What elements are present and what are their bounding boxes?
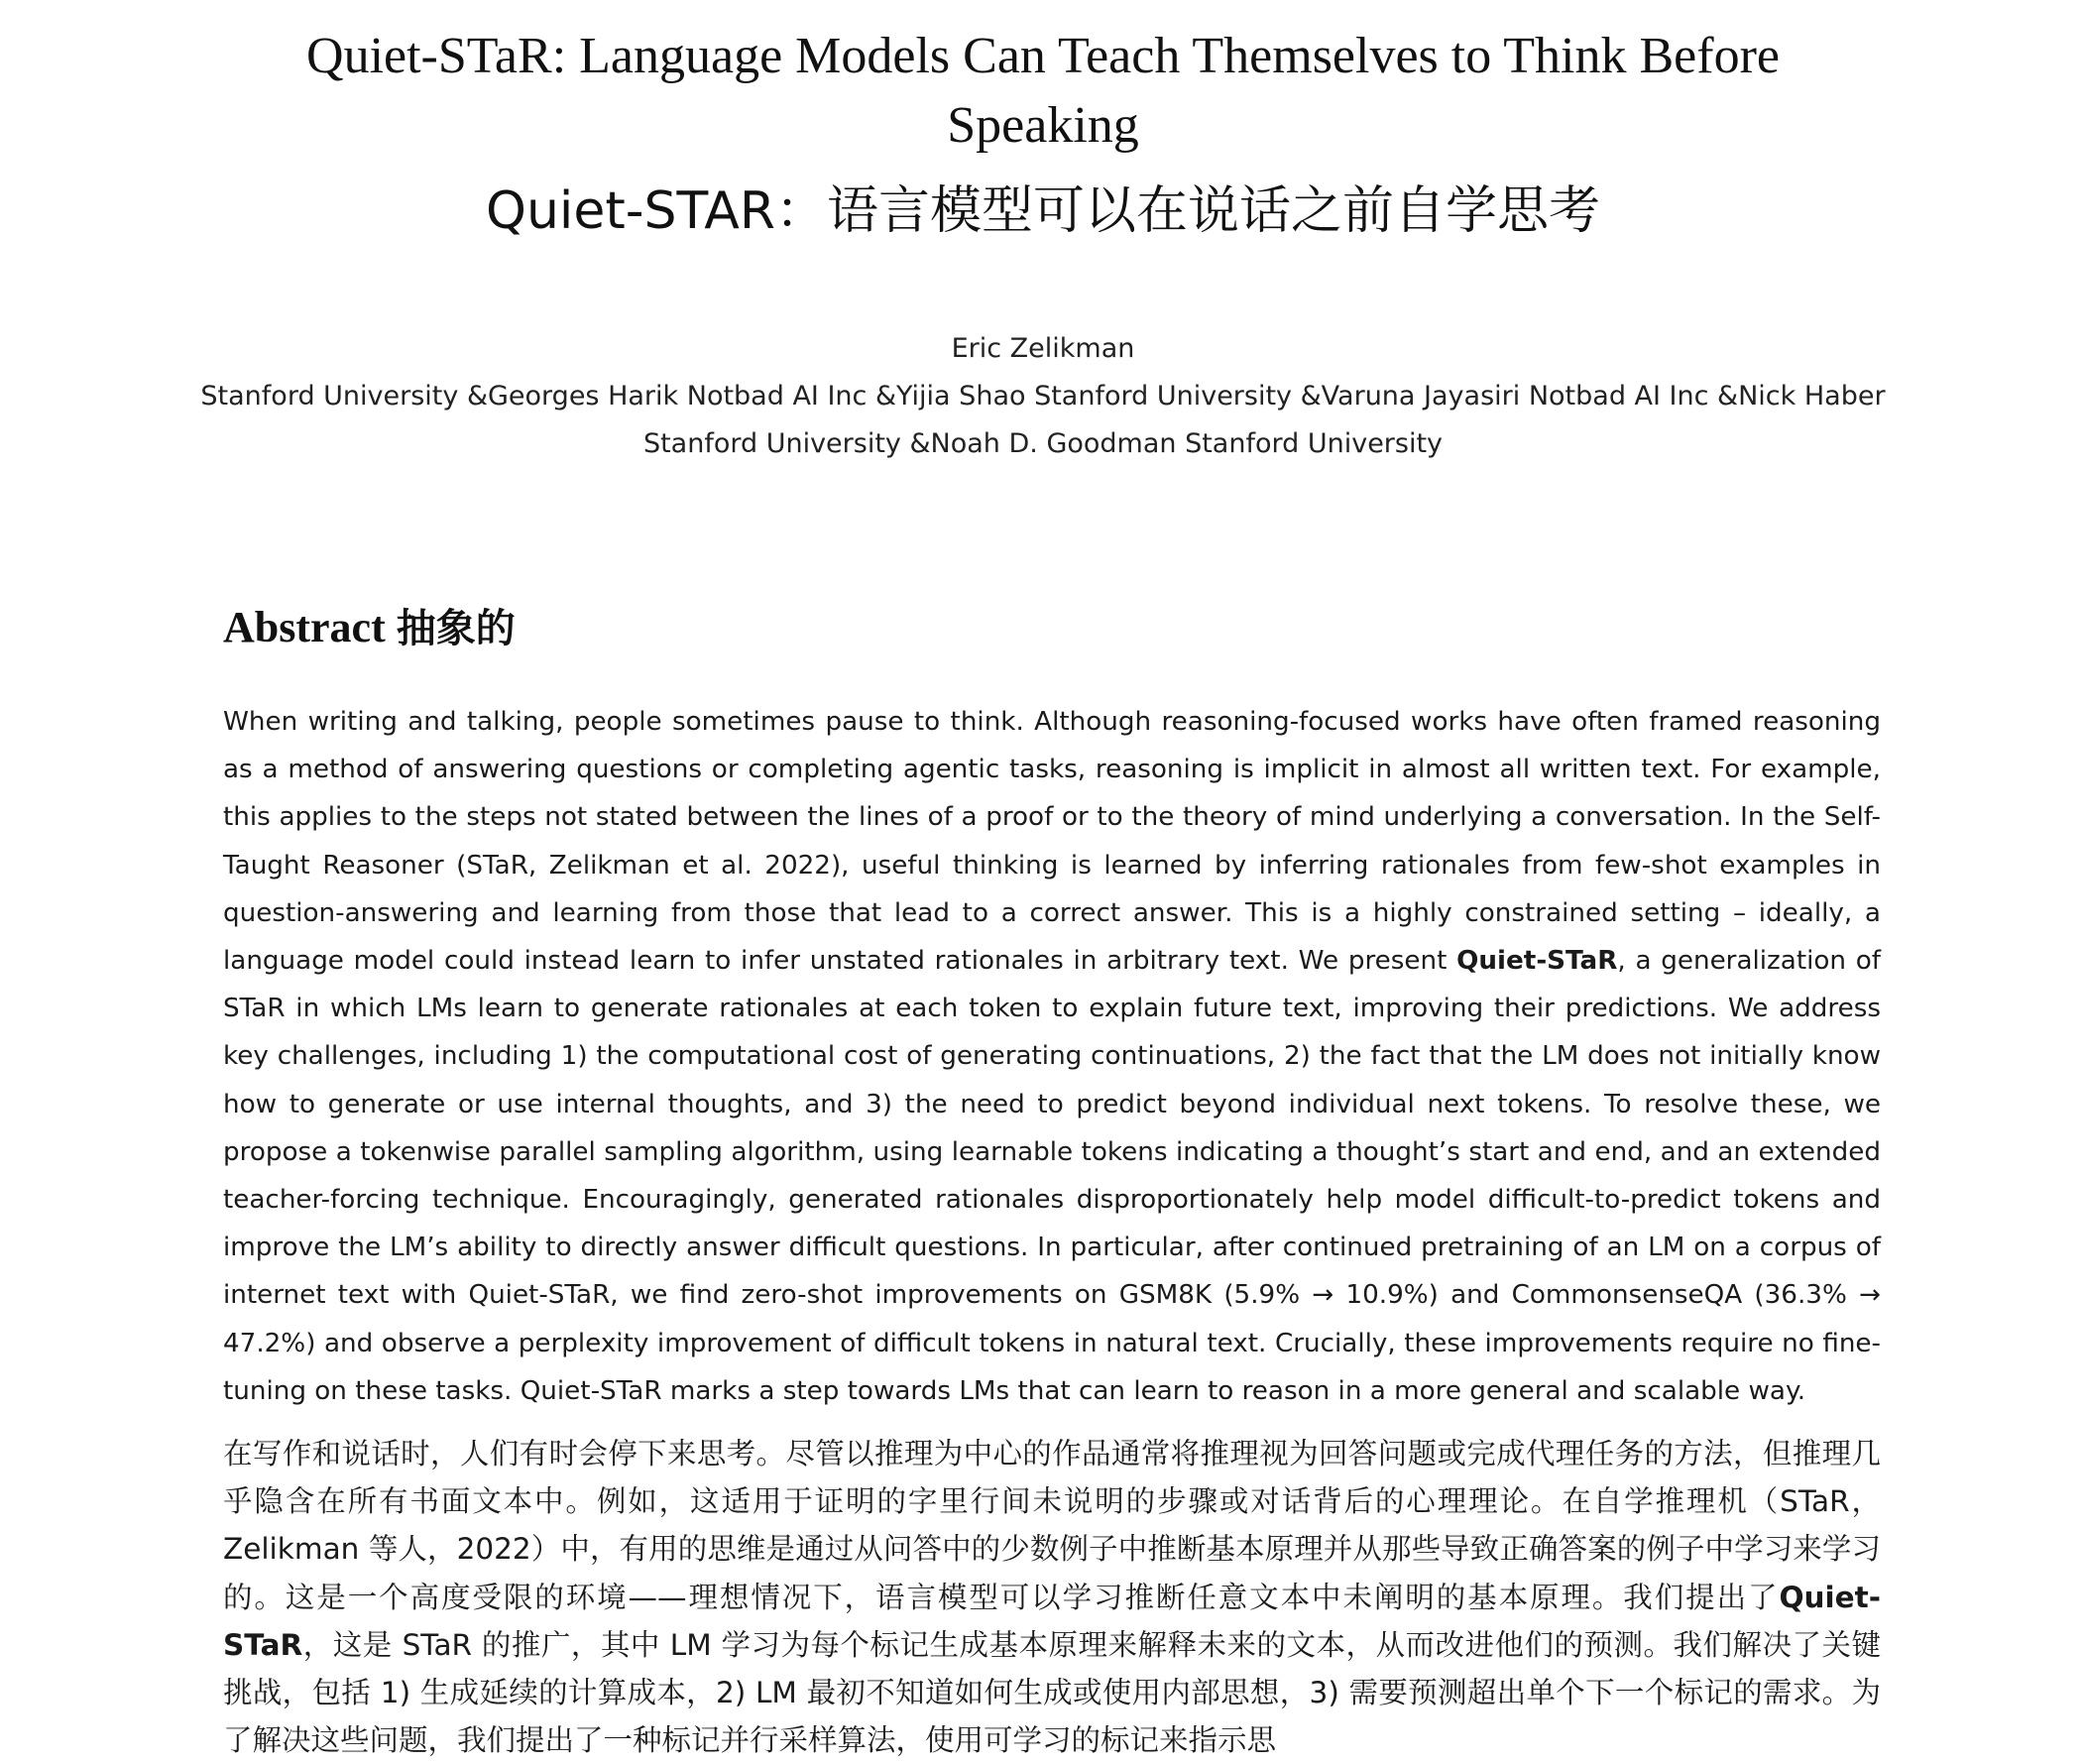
author-line-3: Stanford University &Noah D. Goodman Stanford University [642,428,1444,459]
author-list [0,325,2086,468]
abstract-zh-part-1: 在写作和说话时，人们有时会停下来思考。尽管以推理为中心的作品通常将推理视为回答问题或完成代理任务的方法，但推理几乎隐含在所有书面文本中。例如，这适用于证明的字里行间未说明的步骤或对话背后的心理理论。在自学推理机（STaR，Zelikman 等人，2022）中，有用的思维是通过从问答中的少数例子中推断基本原理并从那些导致正确答案的例子中学习来学习的。这是一个高度受限的环境——理想情况下，语言模型可以学习推断任意文本中未阐明的基本原理。我们提出了 [223,1437,1881,1614]
abstract-en-method-name: Quiet-STaR [1456,946,1618,977]
abstract-heading [223,600,516,656]
abstract-zh-part-2: ，这是 STaR 的推广，其中 LM 学习为每个标记生成基本原理来解释未来的文本，从而改进他们的预测。我们解决了关键挑战，包括 1) 生成延续的计算成本，2) LM 最初不知道如何生成或使用内部思想，3) 需要预测超出单个下一个标记的需求。为了解决这些问题，我们提出了一种标记并行采样算法，使用可学习的标记来指示思 [223,1627,1881,1758]
paper-title-en: Quiet-STaR: Language Models Can Teach Themselves to Think Before Speaking [306,28,1780,154]
abstract-text-zh [223,1430,1881,1764]
abstract-en-part-2: , a generalization of STaR in which LMs learn to generate rationales at each token to explain future text, improving their predictions. We address key challenges, including 1) the computational cost of generating continuations, 2) the fact that the LM does not initially know how to generate or use internal thoughts, and 3) the need to predict beyond individual next tokens. To resolve these, we propose a tokenwise parallel sampling algorithm, using learnable tokens indicating a thought’s start and end, and an extended teacher-forcing technique. Encouragingly, generated rationales disproportionately help model difficult-to-predict tokens and improve the LM’s ability to directly answer difficult questions. In particular, after continued pretraining of an LM on a corpus of internet text with Quiet-STaR, we find zero-shot improvements on GSM8K (5.9% → 10.9%) and CommonsenseQA (36.3% → 47.2%) and observe a perplexity improvement of difficult tokens in natural text. Crucially, these improvements require no fine-tuning on these tasks. Quiet-STaR marks a step towards LMs that can learn to reason in a more general and scalable way. [223,946,1881,1406]
author-line-1: Eric Zelikman [951,333,1135,364]
abstract-zh-method-name: Quiet-STaR [223,1580,1881,1662]
abstract-text-en [223,698,1881,1415]
abstract-heading-zh: 抽象的 [396,606,516,651]
author-line-2: Stanford University &Georges Harik Notbad AI Inc &Yijia Shao Stanford University &Varuna Jayasiri Notbad AI Inc &Nick Haber [200,381,1886,412]
abstract-en-part-1: When writing and talking, people sometimes pause to think. Although reasoning-focused works have often framed reasoning as a method of answering questions or completing agentic tasks, reasoning is implicit in almost all written text. For example, this applies to the steps not stated between the lines of a proof or to the theory of mind underlying a conversation. In the Self-Taught Reasoner (STaR, Zelikman et al. 2022), useful thinking is learned by inferring rationales from few-shot examples in question-answering and learning from those that lead to a correct answer. This is a highly constrained setting – ideally, a language model could instead learn to infer unstated rationales in arbitrary text. We present [223,707,1881,977]
abstract-heading-en: Abstract [223,603,386,651]
paper-title-zh: Quiet-STAR：语言模型可以在说话之前自学思考 [486,181,1600,241]
